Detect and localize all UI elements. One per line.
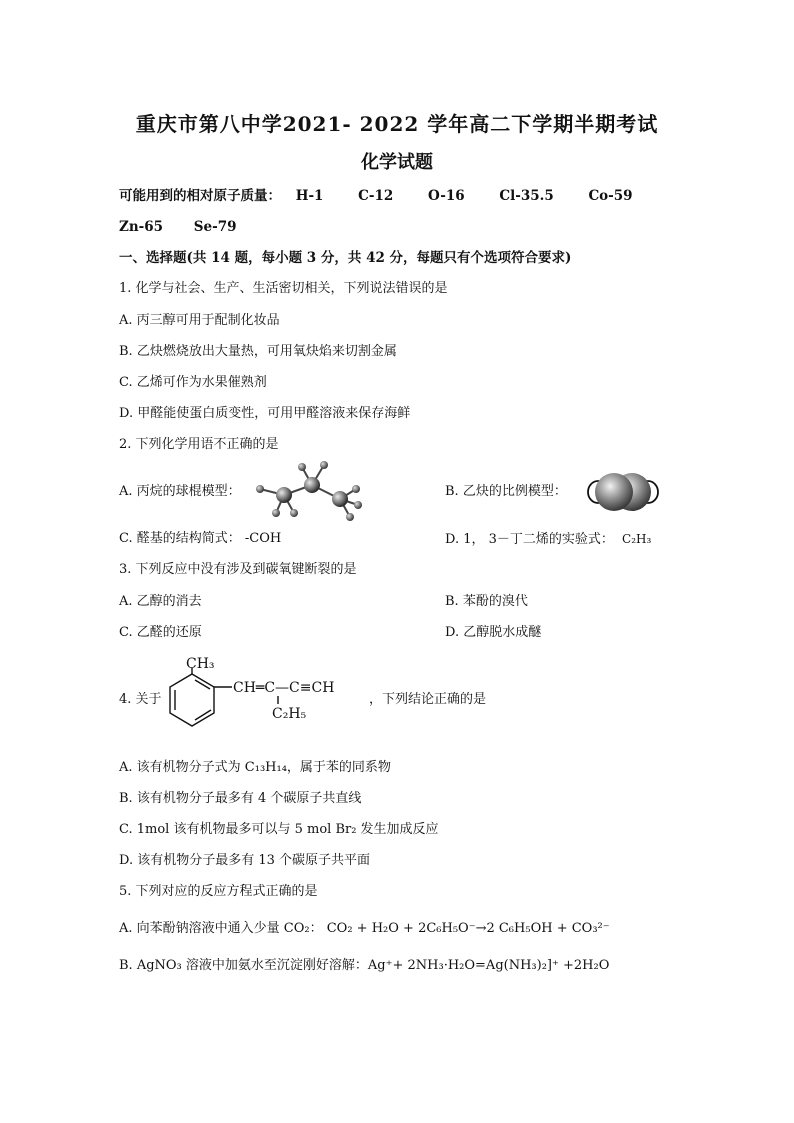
mass-item: Co-59 — [588, 188, 633, 204]
q3-option-a: A. 乙醇的消去 — [119, 594, 202, 609]
page-title: 重庆市第八中学2021- 2022 学年高二下学期半期考试 — [135, 112, 659, 136]
q4-chain-label: CH═C—C≡CH — [233, 680, 335, 696]
q1-option-a: A. 丙三醇可用于配制化妆品 — [119, 313, 280, 328]
q2-option-c: C. 醛基的结构简式： -COH — [119, 531, 282, 546]
q2-option-d — [445, 530, 651, 549]
mass-item: Zn-65 — [119, 219, 164, 235]
q4-suffix: ，下列结论正确的是 — [369, 692, 487, 707]
mass-item: C-12 — [358, 188, 394, 204]
q3-option-d: D. 乙醇脱水成醚 — [445, 625, 542, 640]
propane-ball-stick-model — [248, 457, 368, 522]
q5-option-a: A. 向苯酚钠溶液中通入少量 CO₂： CO₂ + H₂O + 2C₆H₅O⁻→2 C₆H₅OH + CO₃²⁻ — [119, 921, 610, 936]
q2-option-b: B. 乙炔的比例模型： — [445, 484, 567, 499]
q2-option-d-formula: C₂H₃ — [622, 532, 652, 546]
q2-option-d-text: D. 1， 3－丁二烯的实验式： — [445, 532, 614, 547]
q4-ch3-label: CH₃ — [186, 656, 215, 672]
q3-stem: 3. 下列反应中没有涉及到碳氧键断裂的是 — [119, 562, 357, 577]
q2-stem: 2. 下列化学用语不正确的是 — [119, 437, 279, 452]
q4-option-b: B. 该有机物分子最多有 4 个碳原子共直线 — [119, 791, 362, 806]
q2-option-a: A. 丙烷的球棍模型： — [119, 484, 241, 499]
page-subtitle: 化学试题 — [361, 152, 433, 173]
q1-stem: 1. 化学与社会、生产、生活密切相关，下列说法错误的是 — [119, 281, 448, 296]
q3-option-c: C. 乙醛的还原 — [119, 625, 202, 640]
q4-option-d: D. 该有机物分子最多有 13 个碳原子共平面 — [119, 853, 371, 868]
mass-item: O-16 — [428, 188, 465, 204]
mass-item: H-1 — [295, 188, 324, 204]
atomic-masses-line-2 — [119, 218, 237, 236]
q4-option-c: C. 1mol 该有机物最多可以与 5 mol Br₂ 发生加成反应 — [119, 822, 439, 837]
q5-option-b: B. AgNO₃ 溶液中加氨水至沉淀刚好溶解：Ag⁺+ 2NH₃·H₂O=Ag(NH₃)₂]⁺ +2H₂O — [119, 958, 610, 973]
q4-structural-formula — [160, 652, 370, 748]
q4-ethyl-label: C₂H₅ — [272, 706, 307, 722]
atomic-masses-line-1 — [119, 187, 633, 205]
q4-option-a: A. 该有机物分子式为 C₁₃H₁₄，属于苯的同系物 — [119, 760, 391, 775]
mass-item: Cl-35.5 — [499, 188, 554, 204]
q1-option-b: B. 乙炔燃烧放出大量热，可用氧炔焰来切割金属 — [119, 344, 397, 359]
section-heading: 一、选择题(共 14 题，每小题 3 分，共 42 分，每题只有个选项符合要求) — [119, 250, 572, 266]
mass-item: Se-79 — [193, 219, 237, 235]
q3-option-b: B. 苯酚的溴代 — [445, 594, 528, 609]
q1-option-d: D. 甲醛能使蛋白质变性，可用甲醛溶液来保存海鲜 — [119, 406, 411, 421]
acetylene-space-filling-model — [586, 470, 660, 514]
q5-stem: 5. 下列对应的反应方程式正确的是 — [119, 884, 318, 899]
q4-prefix: 4. 关于 — [119, 692, 162, 707]
masses-label: 可能用到的相对原子质量： — [119, 188, 281, 204]
q1-option-c: C. 乙烯可作为水果催熟剂 — [119, 375, 267, 390]
